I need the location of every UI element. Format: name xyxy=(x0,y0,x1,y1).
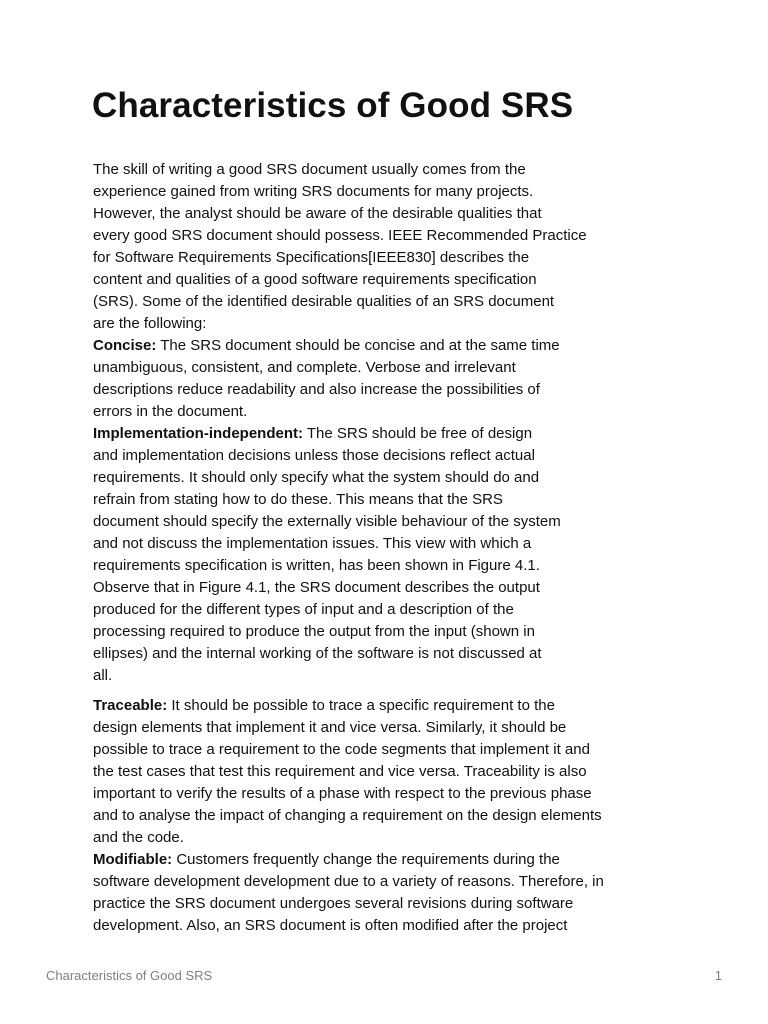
intro-line: content and qualities of a good software requirements specification xyxy=(93,271,537,288)
traceable-first-line xyxy=(93,695,653,717)
traceable-term: Traceable: xyxy=(93,697,168,714)
implementation-line: ellipses) and the internal working of the software is not discussed at xyxy=(93,645,542,662)
concise-line: errors in the document. xyxy=(93,403,248,420)
modifiable-first-line xyxy=(93,849,653,871)
implementation-line: and implementation decisions unless those decisions reflect actual xyxy=(93,447,535,464)
intro-line: The skill of writing a good SRS document usually comes from the xyxy=(93,161,526,178)
implementation-line: and not discuss the implementation issues. This view with which a xyxy=(93,535,532,552)
concise-text: The SRS document should be concise and at the same time xyxy=(156,337,560,354)
intro-line: for Software Requirements Specifications[IEEE830] describes the xyxy=(93,249,530,266)
traceable-line: important to verify the results of a phase with respect to the previous phase xyxy=(93,785,592,802)
implementation-line: Observe that in Figure 4.1, the SRS document describes the output xyxy=(93,579,540,596)
implementation-line: produced for the different types of input and a description of the xyxy=(93,601,514,618)
traceable-line: and the code. xyxy=(93,829,184,846)
traceable-text: It should be possible to trace a specific requirement to the xyxy=(167,697,555,714)
implementation-line: processing required to produce the output from the input (shown in xyxy=(93,623,535,640)
modifiable-line: development. Also, an SRS document is often modified after the project xyxy=(93,917,568,934)
modifiable-line: software development development due to a variety of reasons. Therefore, in xyxy=(93,873,604,890)
concise-first-line xyxy=(93,335,653,357)
intro-line: (SRS). Some of the identified desirable qualities of an SRS document xyxy=(93,293,555,310)
traceable-line: and to analyse the impact of changing a requirement on the design elements xyxy=(93,807,602,824)
body-text xyxy=(93,159,653,937)
page-title: Characteristics of Good SRS xyxy=(92,86,574,125)
implementation-line: all. xyxy=(93,667,113,684)
implementation-first-line xyxy=(93,423,653,445)
implementation-text: The SRS should be free of design xyxy=(303,425,533,442)
implementation-line: requirements specification is written, has been shown in Figure 4.1. xyxy=(93,557,540,574)
footer-title: Characteristics of Good SRS xyxy=(46,968,213,983)
intro-line: are the following: xyxy=(93,315,207,332)
modifiable-text: Customers frequently change the requirements during the xyxy=(172,851,560,868)
modifiable-term: Modifiable: xyxy=(93,851,173,868)
implementation-line: requirements. It should only specify what the system should do and xyxy=(93,469,540,486)
implementation-line: refrain from stating how to do these. This means that the SRS xyxy=(93,491,503,508)
traceable-line: the test cases that test this requirement and vice versa. Traceability is also xyxy=(93,763,587,780)
intro-line: experience gained from writing SRS documents for many projects. xyxy=(93,183,534,200)
page-number: 1 xyxy=(714,968,722,983)
implementation-term: Implementation-independent: xyxy=(93,425,303,442)
concise-term: Concise: xyxy=(93,337,157,354)
traceable-line: possible to trace a requirement to the code segments that implement it and xyxy=(93,741,590,758)
modifiable-line: practice the SRS document undergoes several revisions during software xyxy=(93,895,574,912)
traceable-line: design elements that implement it and vice versa. Similarly, it should be xyxy=(93,719,567,736)
concise-line: unambiguous, consistent, and complete. Verbose and irrelevant xyxy=(93,359,516,376)
intro-line: every good SRS document should possess. IEEE Recommended Practice xyxy=(93,227,587,244)
intro-line: However, the analyst should be aware of the desirable qualities that xyxy=(93,205,542,222)
implementation-line: document should specify the externally visible behaviour of the system xyxy=(93,513,561,530)
concise-line: descriptions reduce readability and also increase the possibilities of xyxy=(93,381,540,398)
